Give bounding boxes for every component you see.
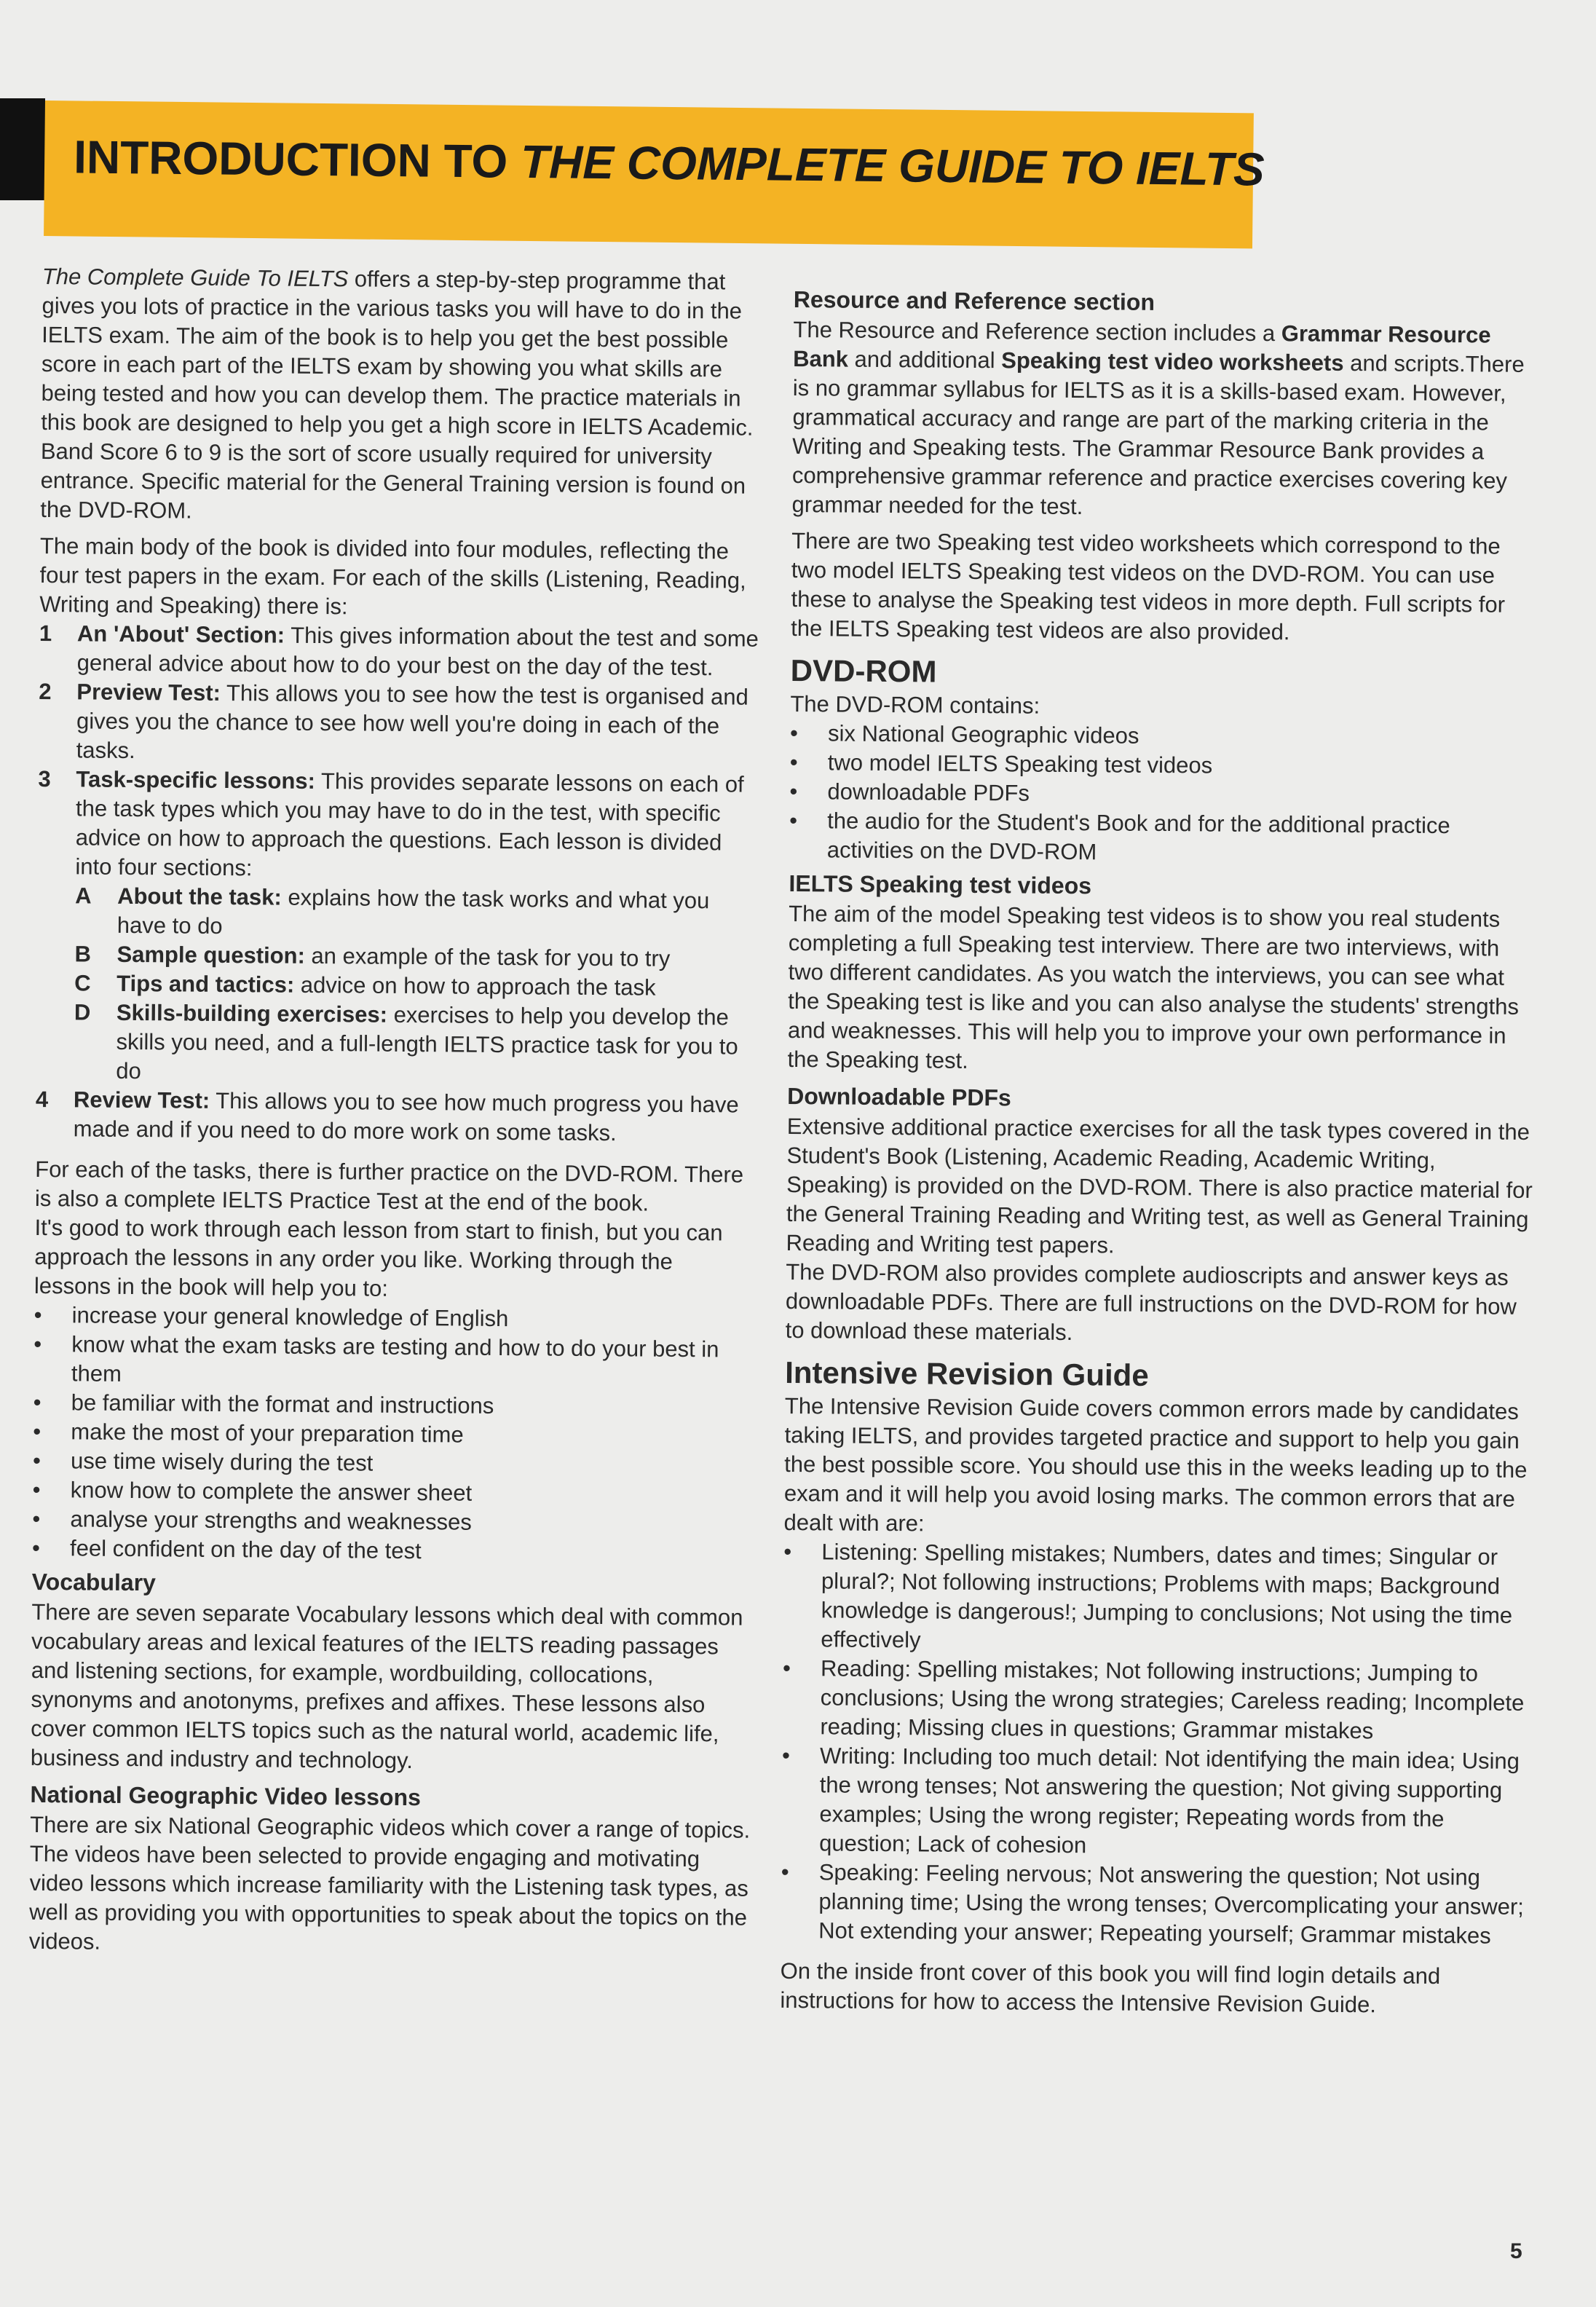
text: analyse your strengths and weaknesses — [70, 1506, 473, 1535]
bullet-icon: • — [781, 1742, 791, 1769]
left-column — [29, 262, 763, 1969]
numbered-item — [37, 765, 759, 887]
item-text — [75, 765, 759, 886]
black-edge-tab — [0, 98, 45, 200]
item-text — [70, 1505, 472, 1537]
text: Reading: Spelling mistakes; Not following instructions; Jumping to conclusions; Using the wrong strategies; Careless reading; Incomplete reading; Missing clues in questions; Grammar mistakes — [820, 1655, 1525, 1744]
bold-text: An 'About' Section: — [76, 620, 285, 648]
item-text — [71, 1446, 374, 1478]
text: This allows you to see how the test is organised and gives you the chance to see how well you're doing in each of the tasks. — [76, 679, 748, 764]
subheading — [30, 1780, 751, 1815]
section-heading — [785, 1355, 1535, 1396]
text: know how to complete the answer sheet — [70, 1477, 473, 1506]
paragraph — [780, 1957, 1530, 2021]
text: exercises to help you develop the skills you need, and a full-length IELTS practice task for you to do — [116, 1001, 738, 1084]
paragraph — [31, 1598, 753, 1778]
item-text — [821, 1537, 1533, 1660]
item-marker: D — [74, 999, 91, 1025]
item-marker: 3 — [38, 765, 51, 792]
item-marker: B — [74, 941, 92, 967]
paragraph — [40, 262, 763, 530]
subheading — [32, 1567, 753, 1602]
item-text — [71, 1301, 508, 1333]
italic-text: The Complete Guide To IELTS — [42, 263, 349, 292]
text: The aim of the model Speaking test videos is to show you real students completing a full Speaking test interview. There are two interviews, with two different candidates. As you watch the interviews, you can see what the Speaking test is like and you can also analyse the students' strengths and weaknesses. This will help you to improve your own performance in the Speaking test. — [787, 900, 1520, 1073]
numbered-item — [39, 677, 760, 770]
bullet-icon: • — [33, 1418, 42, 1445]
text: The Resource and Reference section includes a — [793, 316, 1281, 347]
bullet-item — [781, 1858, 1531, 1951]
bullet-icon: • — [789, 807, 798, 834]
item-text — [70, 1534, 422, 1566]
text: It's good to work through each lesson from start to finish, but you can approach the lessons in any order you like. Working through the lessons in the book will help you to: — [33, 1214, 723, 1301]
text: Listening: Spelling mistakes; Numbers, dates and times; Singular or plural?; Not following instructions; Problems with maps; Background knowledge is dangerous!; Jumping to conclusions; Not using the time effectively — [821, 1539, 1513, 1653]
lettered-subitem — [74, 998, 757, 1090]
bullet-icon: • — [32, 1476, 41, 1503]
item-text — [77, 619, 761, 682]
title-plain: INTRODUCTION TO — [73, 130, 521, 188]
text: use time wisely during the test — [70, 1448, 374, 1476]
item-text — [819, 1741, 1532, 1864]
bullet-item — [33, 1330, 755, 1394]
bullet-icon: • — [33, 1301, 42, 1328]
item-text — [71, 1417, 464, 1449]
item-text — [828, 748, 1213, 780]
item-marker: A — [75, 883, 92, 909]
paragraph — [791, 315, 1543, 525]
item-text — [73, 1085, 756, 1148]
item-text — [76, 677, 760, 770]
text: The DVD-ROM contains: — [790, 690, 1040, 719]
item-text — [818, 1858, 1531, 1951]
text: Resource and Reference section — [793, 285, 1155, 315]
item-text — [116, 969, 656, 1003]
item-text — [71, 1330, 755, 1393]
text: advice on how to approach the task — [294, 971, 656, 1001]
text: Downloadable PDFs — [787, 1082, 1011, 1111]
item-text — [71, 1475, 473, 1507]
bold-text: Skills-building exercises: — [116, 999, 388, 1028]
text: For each of the tasks, there is further practice on the DVD-ROM. There is also a complete IELTS Practice Test at the end of the book. — [34, 1156, 744, 1216]
item-text — [117, 882, 759, 945]
text: make the most of your preparation time — [71, 1419, 464, 1448]
text: Intensive Revision Guide — [785, 1354, 1149, 1392]
text: six National Geographic videos — [827, 720, 1139, 749]
paragraph — [35, 1155, 756, 1219]
text: and additional — [848, 346, 1002, 374]
subheading — [787, 1081, 1537, 1116]
text: be familiar with the format and instructions — [71, 1389, 494, 1419]
subheading — [789, 869, 1538, 904]
text: The main body of the book is divided into four modules, reflecting the four test papers in the exam. For each of the skills (Listening, Reading, Writing and Speaking) there is: — [39, 532, 746, 620]
bold-text: About the task: — [117, 883, 282, 910]
text: an example of the task for you to try — [304, 942, 671, 971]
bold-text: Grammar Resource Bank — [793, 320, 1491, 372]
paragraph — [29, 1810, 751, 1962]
bullet-icon: • — [783, 1538, 792, 1565]
section-heading — [791, 653, 1541, 694]
text: downloadable PDFs — [827, 778, 1030, 806]
bullet-icon: • — [789, 778, 798, 805]
text: This gives information about the test and some general advice about how to do your best on the day of the test. — [76, 622, 759, 681]
lettered-subitem — [75, 881, 759, 945]
item-text — [71, 1388, 494, 1421]
item-marker: 1 — [39, 620, 52, 647]
bullet-icon: • — [782, 1655, 791, 1681]
text: Writing: Including too much detail: Not identifying the main idea; Using the wrong tenses; Not answering the question; Not giving supporting examples; Using the wrong register; Repeating words from the question; Lack of cohesion — [819, 1743, 1520, 1858]
title-banner — [44, 100, 1265, 248]
text: There are six National Geographic videos which cover a range of topics. The videos have been selected to provide engaging and motivating video lessons which increase familiarity with the Listening task types, as well as providing you with opportunities to speak about the topics on the videos. — [28, 1811, 751, 1955]
bold-text: Tips and tactics: — [116, 970, 295, 998]
text: DVD-ROM — [790, 652, 937, 689]
bullet-icon: • — [789, 749, 798, 776]
item-text — [820, 1654, 1533, 1747]
text: Vocabulary — [31, 1568, 157, 1596]
bullet-icon: • — [32, 1505, 41, 1532]
subheading — [794, 285, 1544, 320]
bullet-icon: • — [781, 1858, 789, 1885]
text: know what the exam tasks are testing and how to do your best in them — [71, 1331, 719, 1387]
bold-text: Speaking test video worksheets — [1001, 347, 1344, 376]
item-text — [828, 719, 1139, 750]
paragraph — [787, 899, 1538, 1080]
bullet-item — [32, 1534, 753, 1569]
bullet-icon: • — [32, 1447, 42, 1474]
text: offers a step-by-step programme that gives you lots of practice in the various tasks you will have to do in the IELTS exam. The aim of the book is to help you get the best possible score in each part of the IELTS exam by showing you what skills are being tested and how you can develop them. The practice materials in this book are designed to help you get a high score in IELTS Academic. Band Score 6 to 9 is the sort of score usually required for university entrance. Specific material for the General Training version is found on the DVD-ROM. — [40, 266, 754, 524]
page-title — [74, 130, 1265, 196]
numbered-item — [35, 1085, 756, 1149]
bullet-icon: • — [33, 1389, 42, 1416]
numbered-item — [39, 619, 761, 683]
text: There are two Speaking test video worksheets which correspond to the two model IELTS Speaking test videos on the DVD-ROM. You can use these to analyse the Speaking test videos in more depth. Full scripts for the IELTS Speaking test videos are also provided. — [791, 527, 1506, 645]
text: increase your general knowledge of English — [71, 1302, 509, 1332]
bullet-item — [783, 1537, 1533, 1660]
text: and scripts.There is no grammar syllabus for IELTS as it is a skills-based exam. However, grammatical accuracy and range are part of the marking criteria in the Writing and Speaking tests. The Grammar Resource Bank provides a comprehensive grammar reference and practice exercises covering key grammar needed for the test. — [791, 350, 1525, 520]
bold-text: Sample question: — [116, 941, 306, 969]
item-marker: 4 — [35, 1086, 49, 1113]
paragraph — [786, 1112, 1537, 1263]
item-marker: 2 — [39, 678, 52, 705]
item-text — [116, 998, 757, 1091]
bullet-icon: • — [31, 1534, 41, 1561]
item-text — [827, 806, 1540, 870]
bullet-item — [781, 1741, 1532, 1864]
text: National Geographic Video lessons — [30, 1780, 422, 1811]
item-text — [827, 777, 1030, 808]
text: On the inside front cover of this book you will find login details and instructions for how to access the Intensive Revision Guide. — [780, 1957, 1441, 2018]
bold-text: Preview Test: — [76, 679, 221, 706]
paragraph — [786, 1258, 1536, 1351]
text: feel confident on the day of the test — [69, 1535, 422, 1564]
item-text — [116, 940, 670, 974]
text: The DVD-ROM also provides complete audioscripts and answer keys as downloadable PDFs. There are full instructions on the DVD-ROM for how to download these materials. — [785, 1258, 1517, 1346]
item-marker: C — [74, 970, 91, 996]
text: Extensive additional practice exercises for all the task types covered in the Student's Book (Listening, Academic Reading, Academic Writing, Speaking) is provided on the DVD-ROM. There is also practice material for the General Training Reading and Writing test, as well as General Training Reading and Writing test papers. — [786, 1113, 1533, 1258]
right-column — [780, 280, 1544, 2028]
text: two model IELTS Speaking test videos — [827, 749, 1213, 778]
text: There are seven separate Vocabulary lessons which deal with common vocabulary areas and lexical features of the IELTS reading passages and listening sections, for example, wordbuilding, collocations, synonyms and anotonyms, prefixes and affixes. These lessons also cover common IELTS topics such as the natural world, academic life, business and industry and technology. — [30, 1598, 743, 1774]
page-number: 5 — [1510, 2239, 1522, 2263]
text: The Intensive Revision Guide covers common errors made by candidates taking IELTS, and provides targeted practice and support to help you gain the best possible score. You should use this in the weeks leading up to the exam and it will help you avoid losing marks. The common errors that are dealt with are: — [783, 1392, 1528, 1537]
title-italic: THE COMPLETE GUIDE TO IELTS — [520, 135, 1265, 196]
paragraph — [39, 532, 761, 625]
text: the audio for the Student's Book and for the additional practice activities on the DVD-ROM — [826, 808, 1450, 865]
bullet-item — [789, 806, 1540, 870]
bullet-icon: • — [33, 1330, 42, 1357]
text: Speaking: Feeling nervous; Not answering the question; Not using planning time; Using the wrong tenses; Overcomplicating your answer; Not extending your answer; Repeating yourself; Grammar mistakes — [818, 1859, 1524, 1949]
paragraph — [34, 1213, 756, 1306]
bullet-item — [782, 1654, 1533, 1747]
paragraph — [791, 527, 1541, 649]
paragraph — [783, 1392, 1535, 1543]
bullet-icon: • — [789, 719, 799, 746]
text: explains how the task works and what you have to do — [116, 884, 710, 939]
bold-text: Review Test: — [73, 1087, 210, 1113]
bold-text: Task-specific lessons: — [76, 766, 316, 794]
text: This allows you to see how much progress you have made and if you need to do more work on some tasks. — [73, 1087, 739, 1146]
text: This provides separate lessons on each of the task types which you may have to do in the test, with specific advice on how to approach the questions. Each lesson is divided into four sections: — [75, 768, 744, 881]
text: IELTS Speaking test videos — [789, 869, 1092, 899]
